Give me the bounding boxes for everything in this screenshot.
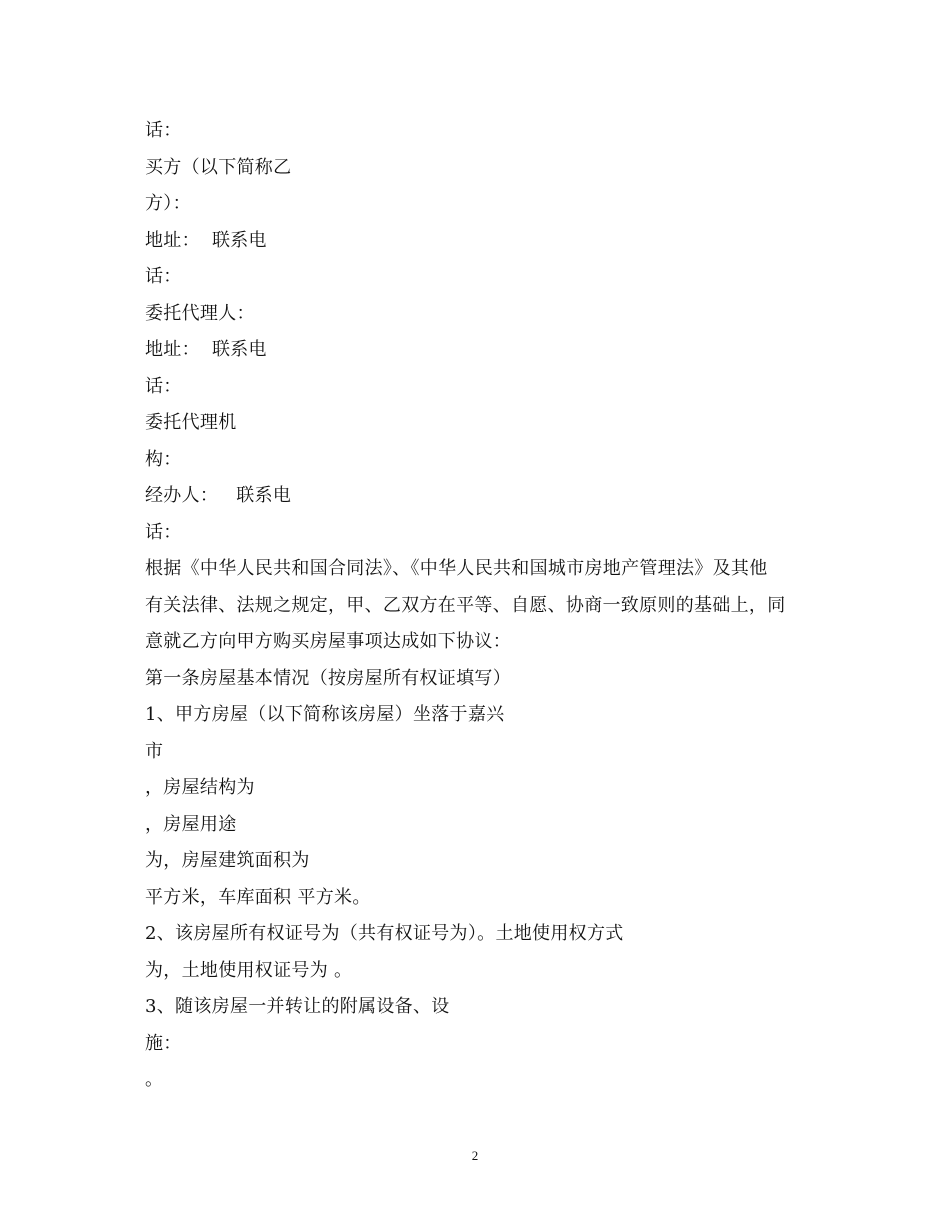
text-line: 话： xyxy=(145,375,182,397)
text-line: 意就乙方向甲方购买房屋事项达成如下协议： xyxy=(145,631,511,652)
text-line: 经办人： 联系电 xyxy=(145,485,292,506)
document-body xyxy=(145,120,845,1106)
text-line: 。 xyxy=(145,1069,164,1090)
text-line: 平方米，车库面积 平方米。 xyxy=(145,886,371,908)
text-line: 话： xyxy=(145,266,182,287)
text-line: 买方（以下简称乙 xyxy=(145,156,292,178)
text-line: 有关法律、法规之规定，甲、乙双方在平等、自愿、协商一致原则的基础上，同 xyxy=(145,594,786,616)
text-line: 市 xyxy=(145,740,164,762)
text-line: 地址： 联系电 xyxy=(145,339,267,360)
text-line: 根据《中华人民共和国合同法》、《中华人民共和国城市房地产管理法》及其他 xyxy=(145,558,768,579)
text-line: 为，房屋建筑面积为 xyxy=(145,850,310,871)
text-line: 委托代理人： xyxy=(145,302,255,324)
page-number: 2 xyxy=(471,1148,479,1163)
text-line: 话： xyxy=(145,120,182,141)
text-line: 3、随该房屋一并转让的附属设备、设 xyxy=(145,996,450,1017)
text-line: ，房屋用途 xyxy=(145,813,237,835)
text-line: 施： xyxy=(145,1032,182,1054)
text-line: 第一条房屋基本情况（按房屋所有权证填写） xyxy=(145,667,511,689)
text-line: 话： xyxy=(145,521,182,543)
text-line: ，房屋结构为 xyxy=(145,777,255,798)
text-line: 1、甲方房屋（以下简称该房屋）坐落于嘉兴 xyxy=(145,704,505,725)
text-line: 方）： xyxy=(145,193,191,214)
text-line: 委托代理机 xyxy=(145,412,237,433)
text-line: 为，土地使用权证号为 。 xyxy=(145,959,353,981)
text-line: 构： xyxy=(145,448,182,470)
text-line: 2、该房屋所有权证号为（共有权证号为）。土地使用权方式 xyxy=(145,923,624,944)
text-line: 地址： 联系电 xyxy=(145,229,267,251)
